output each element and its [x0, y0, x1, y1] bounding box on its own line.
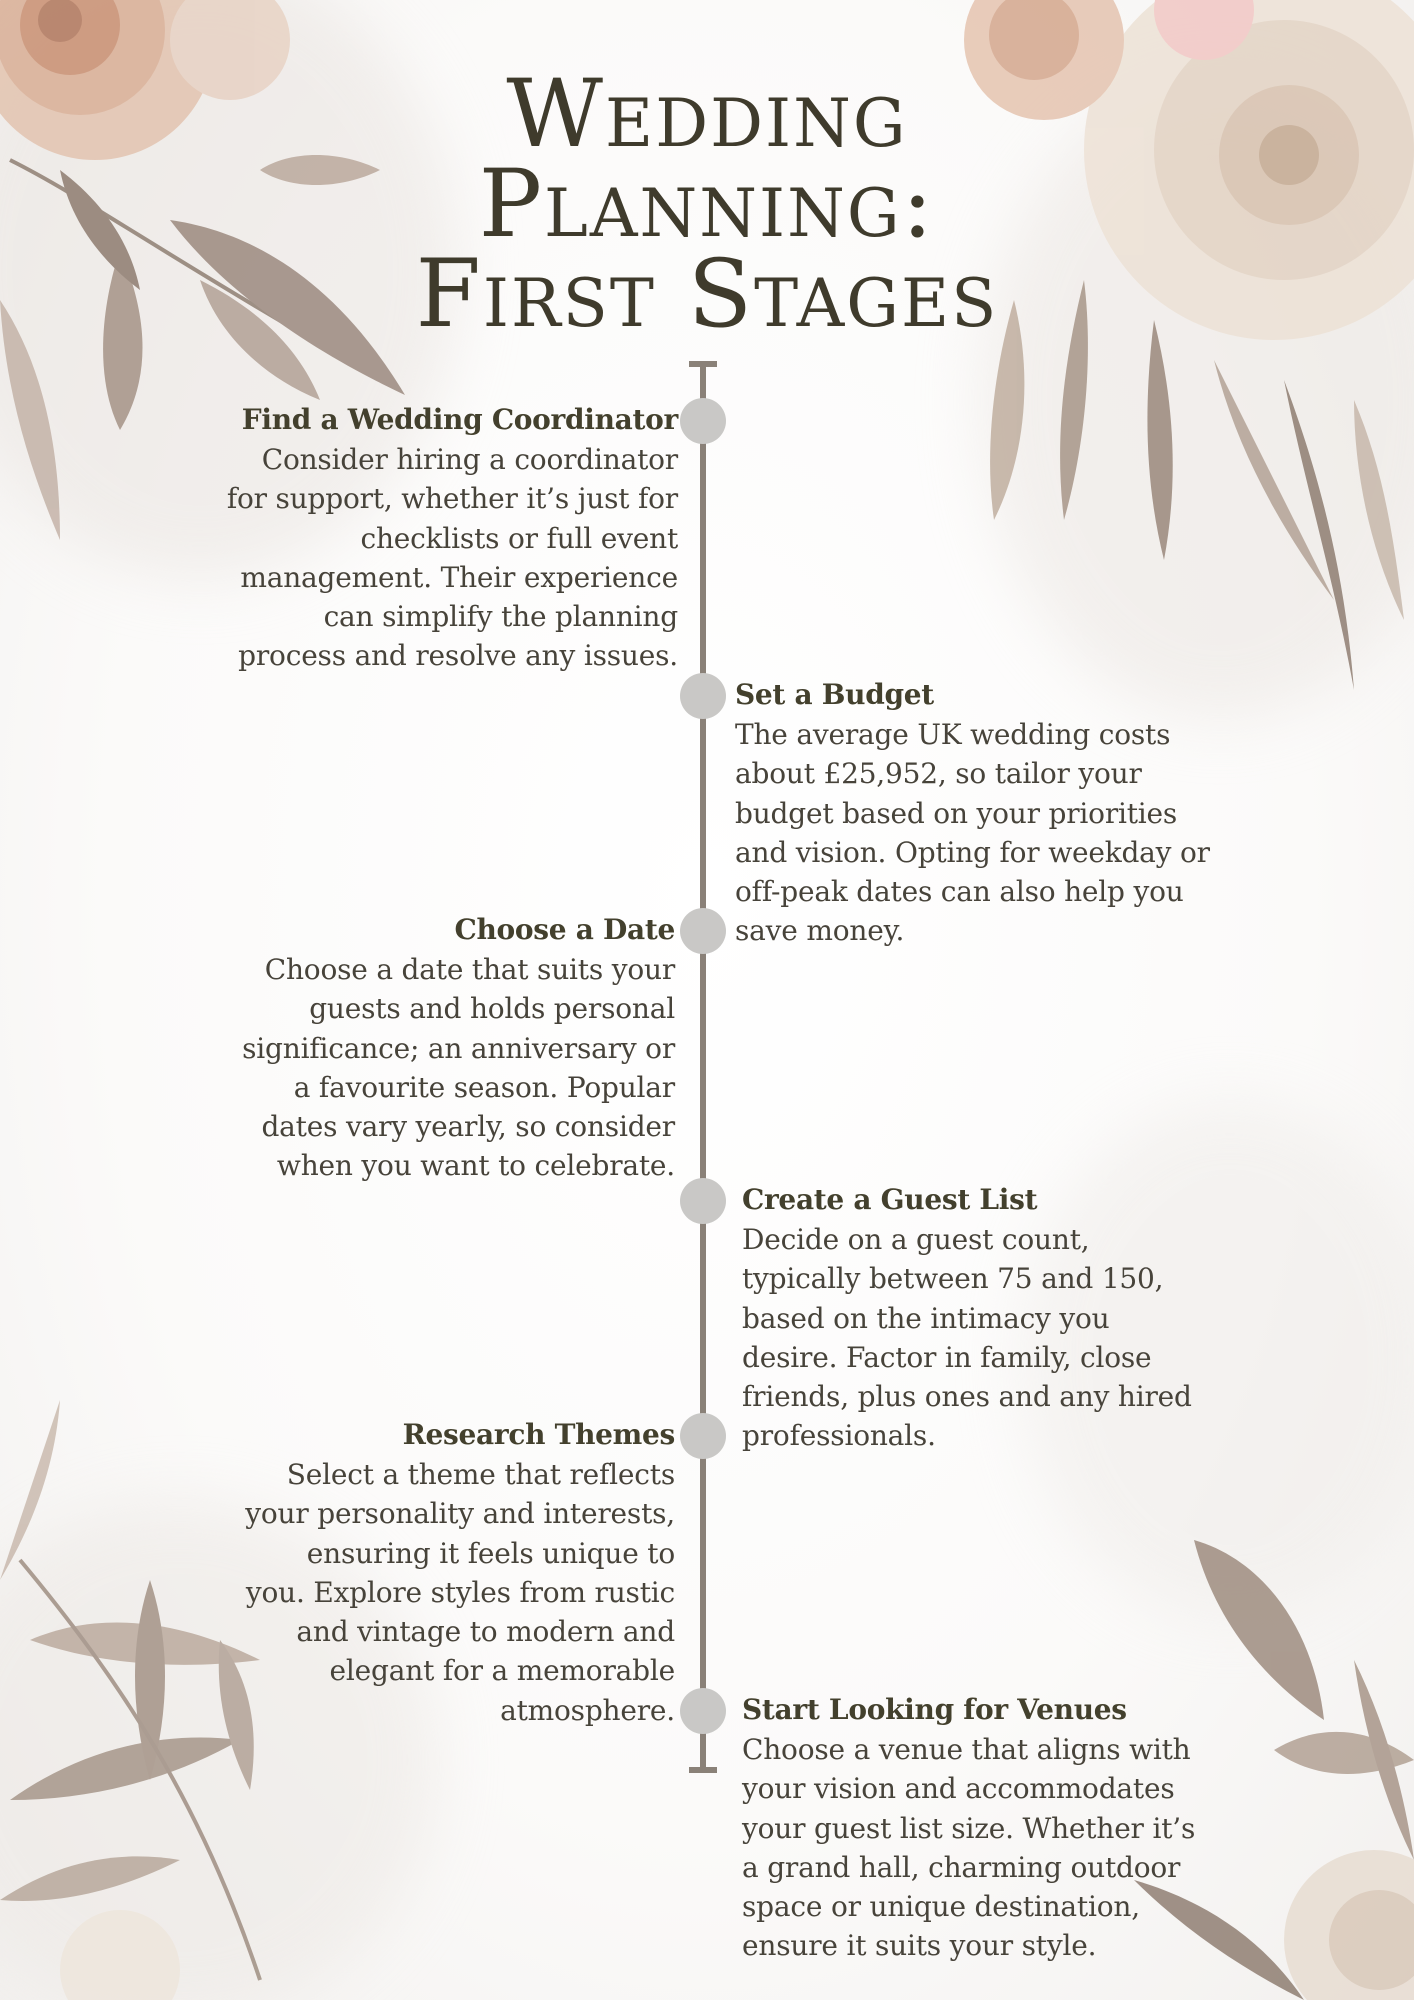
- timeline-node: [680, 673, 726, 719]
- title-line-2: Planning:: [478, 150, 936, 259]
- timeline-node: [680, 398, 726, 444]
- page-title: [0, 60, 1414, 349]
- timeline-step-coordinator: [220, 400, 678, 676]
- timeline-node: [680, 1688, 726, 1734]
- step-heading: Start Looking for Venues: [742, 1693, 1127, 1726]
- title-line-3: First Stages: [415, 240, 999, 349]
- timeline-cap-top: [689, 361, 717, 367]
- step-heading: Set a Budget: [735, 678, 934, 711]
- timeline-step-budget: [735, 675, 1235, 951]
- step-body: Consider hiring a coordinator for support, whether it’s just for checklists or full event management. Their experience can simplify the planning process and resolve any issues.: [226, 443, 678, 673]
- step-body: The average UK wedding costs about £25,952, so tailor your budget based on your priorities and vision. Opting for weekday or off-peak dates can also help you save money.: [735, 718, 1210, 948]
- step-body: Select a theme that reflects your personality and interests, ensuring it feels unique to you. Explore styles from rustic and vintage to modern and elegant for a memorable atmosphere.: [245, 1458, 675, 1727]
- timeline-step-themes: [240, 1415, 675, 1730]
- timeline-step-venues: [742, 1690, 1212, 1966]
- timeline-step-date: [230, 910, 675, 1186]
- timeline-node: [680, 908, 726, 954]
- step-body: Decide on a guest count, typically between 75 and 150, based on the intimacy you desire. Factor in family, close friends, plus ones and any hired professionals.: [742, 1223, 1192, 1453]
- step-heading: Research Themes: [402, 1418, 675, 1451]
- step-body: Choose a date that suits your guests and holds personal significance; an anniversary or a favourite season. Popular dates vary yearly, so consider when you want to celebrate.: [242, 953, 675, 1183]
- timeline-node: [680, 1178, 726, 1224]
- timeline-line: [700, 362, 706, 1772]
- step-heading: Choose a Date: [454, 913, 675, 946]
- timeline-cap-bottom: [689, 1767, 717, 1773]
- timeline-step-guest-list: [742, 1180, 1212, 1456]
- timeline-node: [680, 1413, 726, 1459]
- step-heading: Create a Guest List: [742, 1183, 1038, 1216]
- step-heading: Find a Wedding Coordinator: [241, 403, 678, 436]
- step-body: Choose a venue that aligns with your vision and accommodates your guest list size. Whether it’s a grand hall, charming outdoor space or unique destination, ensure it suits your style.: [742, 1733, 1196, 1963]
- title-line-1: Wedding: [506, 60, 908, 169]
